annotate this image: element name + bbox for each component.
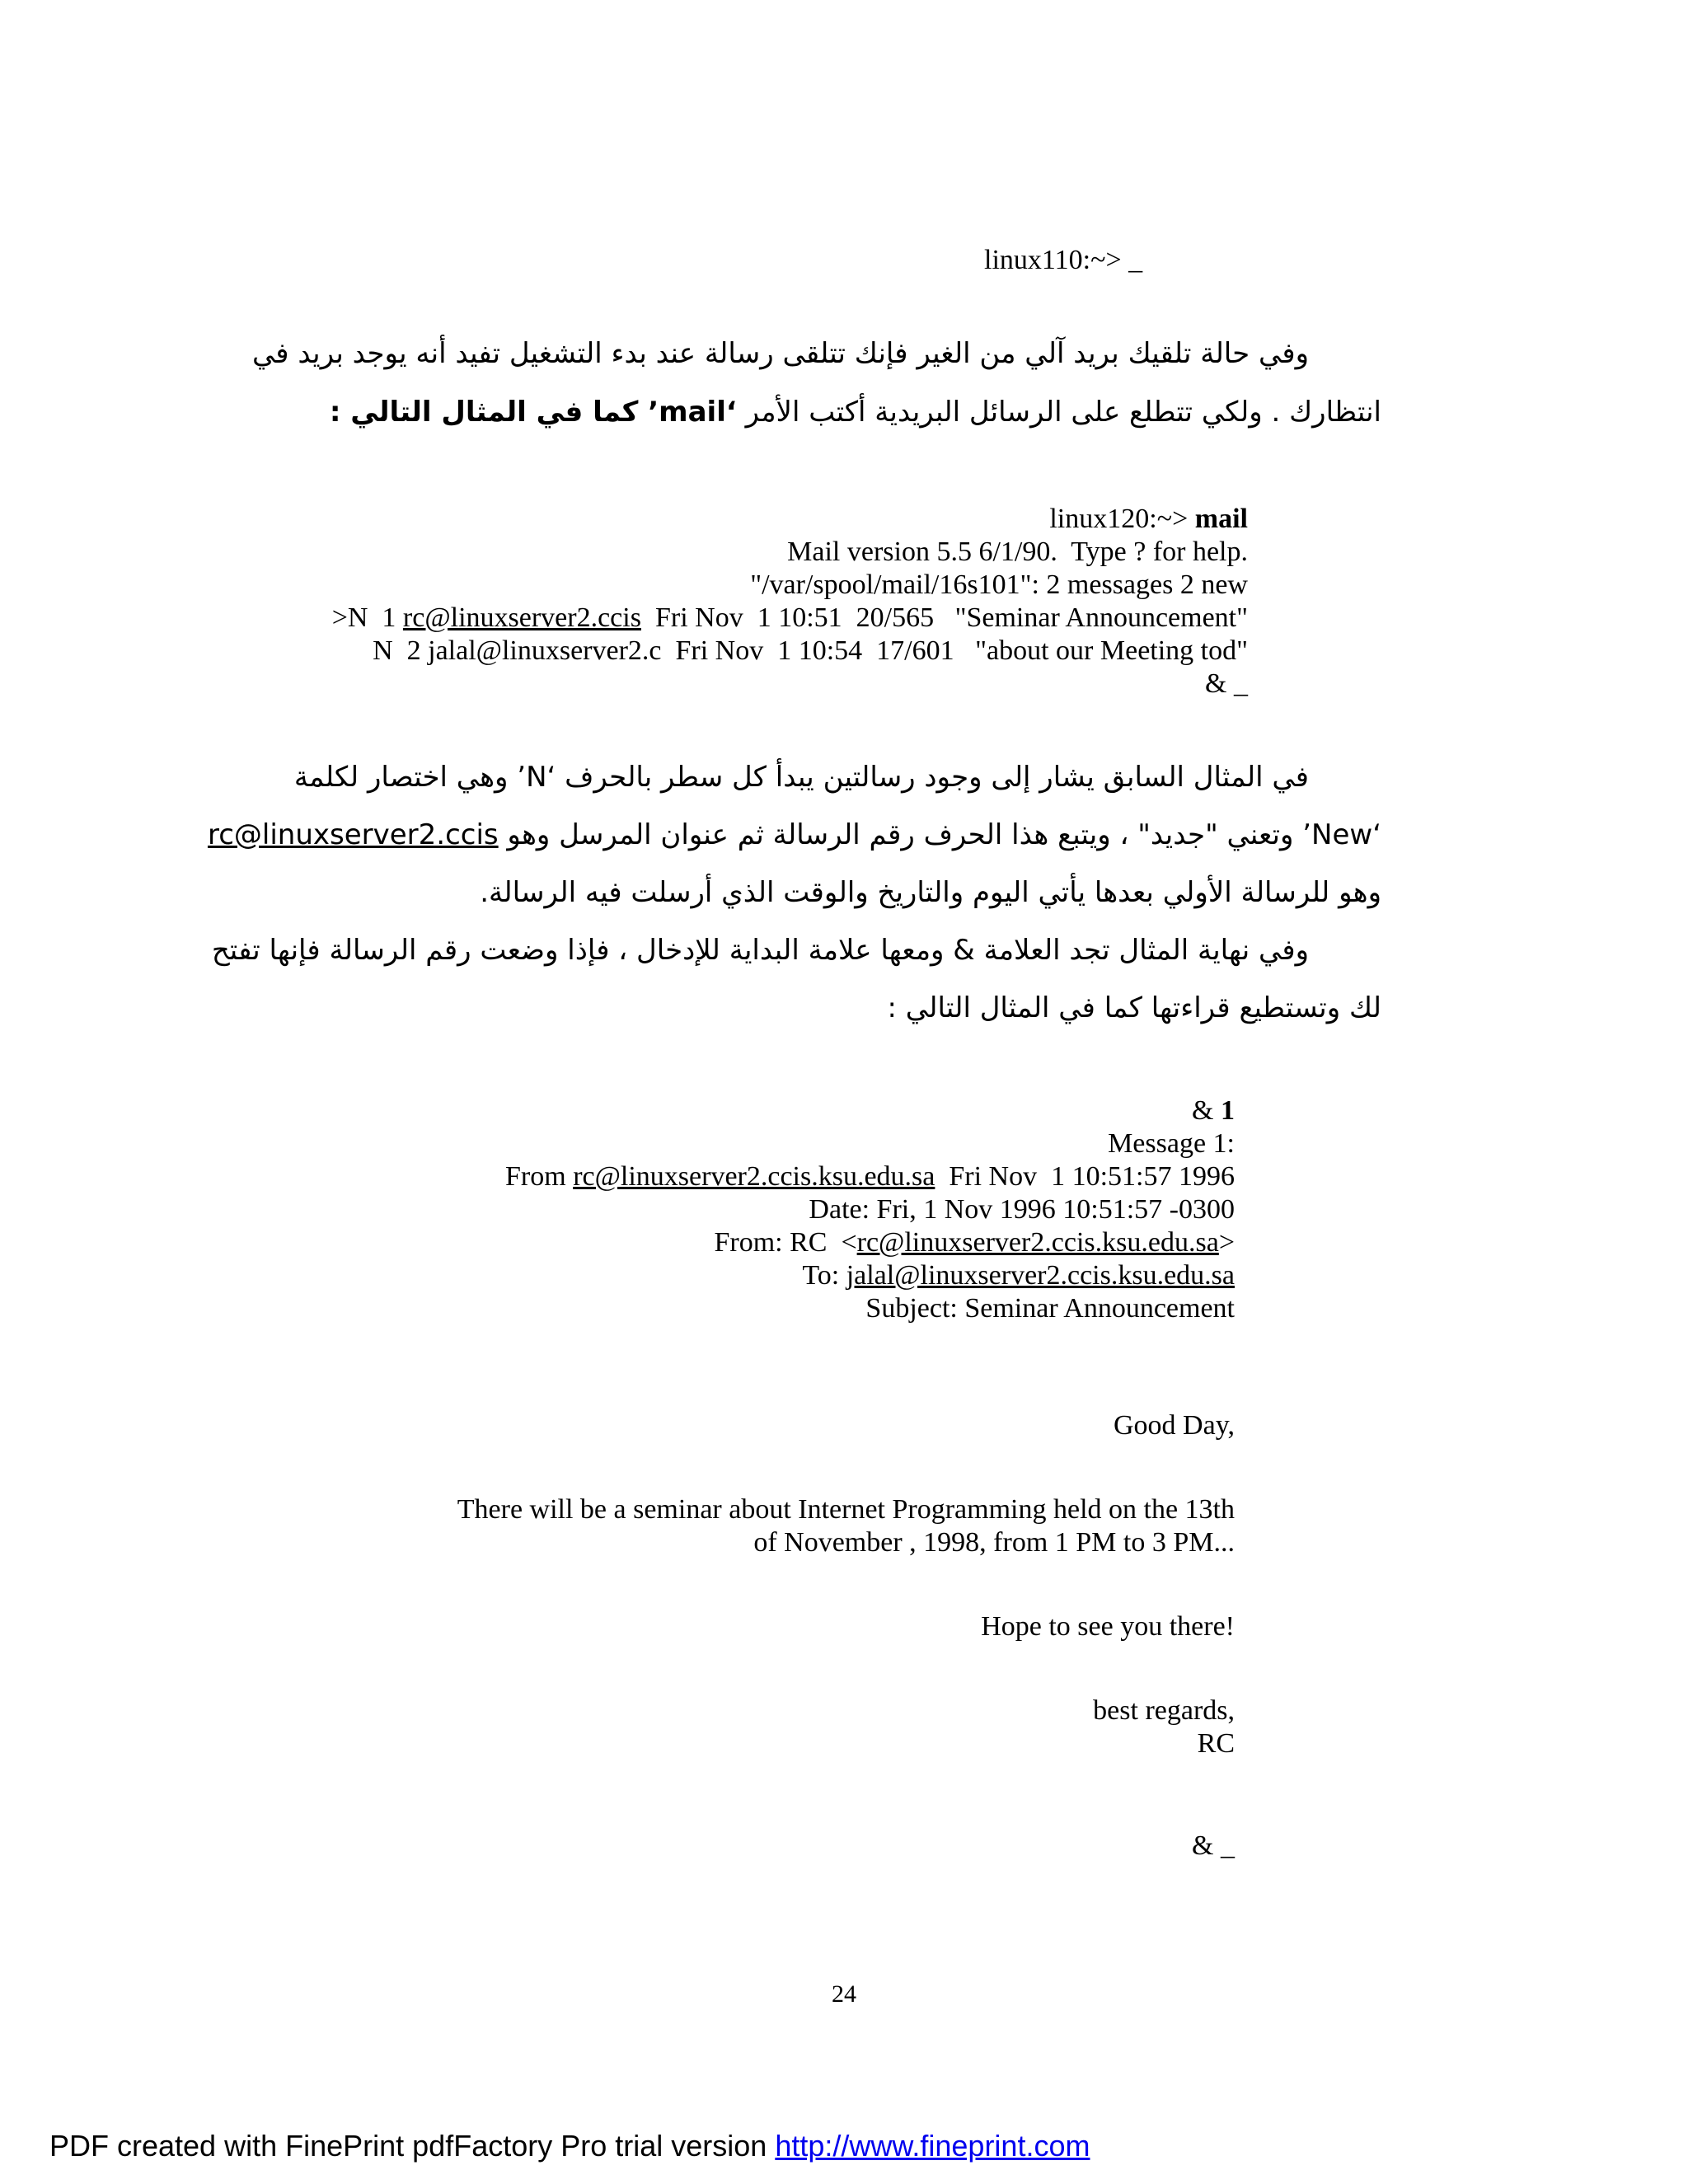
mail-prompt-end: & _ — [1205, 668, 1248, 699]
pdf-footer — [49, 2128, 1090, 2164]
open-message-number: 1 — [1221, 1095, 1235, 1126]
mail-prompt: linux120:~> — [1049, 504, 1195, 534]
mail-spool-line: "/var/spool/mail/16s101": 2 messages 2 new — [750, 569, 1248, 600]
message-row-2[interactable]: N 2 jalal@linuxserver2.c Fri Nov 1 10:54 17/601 "about our Meeting tod" — [373, 635, 1248, 666]
message-subject-line: Subject: Seminar Announcement — [865, 1293, 1235, 1324]
explain-line-2 — [208, 804, 1381, 865]
message-body-line-2: of November , 1998, from 1 PM to 3 PM... — [753, 1527, 1235, 1558]
message-from-header — [714, 1226, 1235, 1259]
intro-line-2 — [330, 382, 1381, 443]
message-row-1[interactable] — [332, 602, 1248, 635]
message-row-1-address[interactable]: rc@linuxserver2.ccis — [402, 602, 641, 633]
message-row-1-prefix: >N 1 — [331, 602, 403, 633]
message-closing-2: best regards, — [1093, 1695, 1235, 1726]
mail-command-typed: mail — [1194, 504, 1248, 534]
explain-line-5: لك وتستطيع قراءتها كما في المثال التالي : — [887, 991, 1381, 1024]
explain-line-4: وفي نهاية المثال تجد العلامة & ومعها علامة البداية للإدخال ، فإذا وضعت رقم الرسالة فإنها تفتح — [211, 934, 1309, 967]
intro-line-1: وفي حالة تلقيك بريد آلي من الغير فإنك تتلقى رسالة عند بدء التشغيل تفيد أنه يوجد بريد في — [251, 337, 1309, 370]
message-greeting: Good Day, — [1114, 1410, 1235, 1441]
footer-text: PDF created with FinePrint pdfFactory Pro trial version — [49, 2129, 776, 2163]
message-from-header-address[interactable]: rc@linuxserver2.ccis.ksu.edu.sa — [856, 1227, 1219, 1258]
prompt-line: linux110:~> _ — [984, 245, 1143, 275]
message-body-line-1: There will be a seminar about Internet Programming held on the 13th — [457, 1494, 1235, 1525]
intro-line-2-start: انتظارك . ولكي تتطلع على الرسائل البريدية أكتب الأمر — [736, 396, 1381, 429]
message-prompt-end: & _ — [1192, 1830, 1235, 1861]
mail-prompt-line — [1049, 503, 1248, 536]
message-row-1-rest: Fri Nov 1 10:51 20/565 "Seminar Announcement" — [640, 602, 1248, 633]
message-closing-1: Hope to see you there! — [981, 1611, 1235, 1642]
message-to-address[interactable]: jalal@linuxserver2.ccis.ksu.edu.sa — [846, 1260, 1235, 1291]
message-from-header-prefix: From: RC < — [714, 1227, 857, 1258]
message-to-line — [802, 1259, 1235, 1292]
message-date-line: Date: Fri, 1 Nov 1996 10:51:57 -0300 — [809, 1194, 1235, 1225]
explain-line-2-start: ‘New’ وتعني "جديد" ، ويتبع هذا الحرف رقم الرسالة ثم عنوان المرسل وهو — [498, 818, 1381, 851]
message-to-prefix: To: — [802, 1260, 846, 1291]
explain-line-3: وهو للرسالة الأولي بعدها يأتي اليوم والتاريخ والوقت الذي أرسلت فيه الرسالة. — [480, 876, 1381, 909]
explain-line-1: في المثال السابق يشار إلى وجود رسالتين يبدأ كل سطر بالحرف ‘N’ وهي اختصار لكلمة — [293, 761, 1309, 794]
message-from-line — [505, 1160, 1235, 1193]
message-from-rest: Fri Nov 1 10:51:57 1996 — [935, 1161, 1235, 1192]
open-message-command — [1192, 1094, 1235, 1127]
footer-link[interactable]: http://www.fineprint.com — [775, 2129, 1090, 2163]
mail-command: ‘mail’ — [648, 396, 737, 429]
open-message-prefix: & — [1192, 1095, 1221, 1126]
message-from-header-suffix: > — [1218, 1227, 1235, 1258]
message-from-prefix: From — [505, 1161, 574, 1192]
message-from-address[interactable]: rc@linuxserver2.ccis.ksu.edu.sa — [573, 1161, 935, 1192]
message-header: Message 1: — [1108, 1128, 1235, 1159]
explain-line-2-address[interactable]: rc@linuxserver2.ccis — [207, 818, 499, 851]
intro-line-2-end: كما في المثال التالي : — [329, 396, 649, 429]
page-number: 24 — [832, 1980, 856, 2008]
mail-version-line: Mail version 5.5 6/1/90. Type ? for help. — [787, 537, 1248, 567]
message-signature: RC — [1197, 1728, 1235, 1759]
